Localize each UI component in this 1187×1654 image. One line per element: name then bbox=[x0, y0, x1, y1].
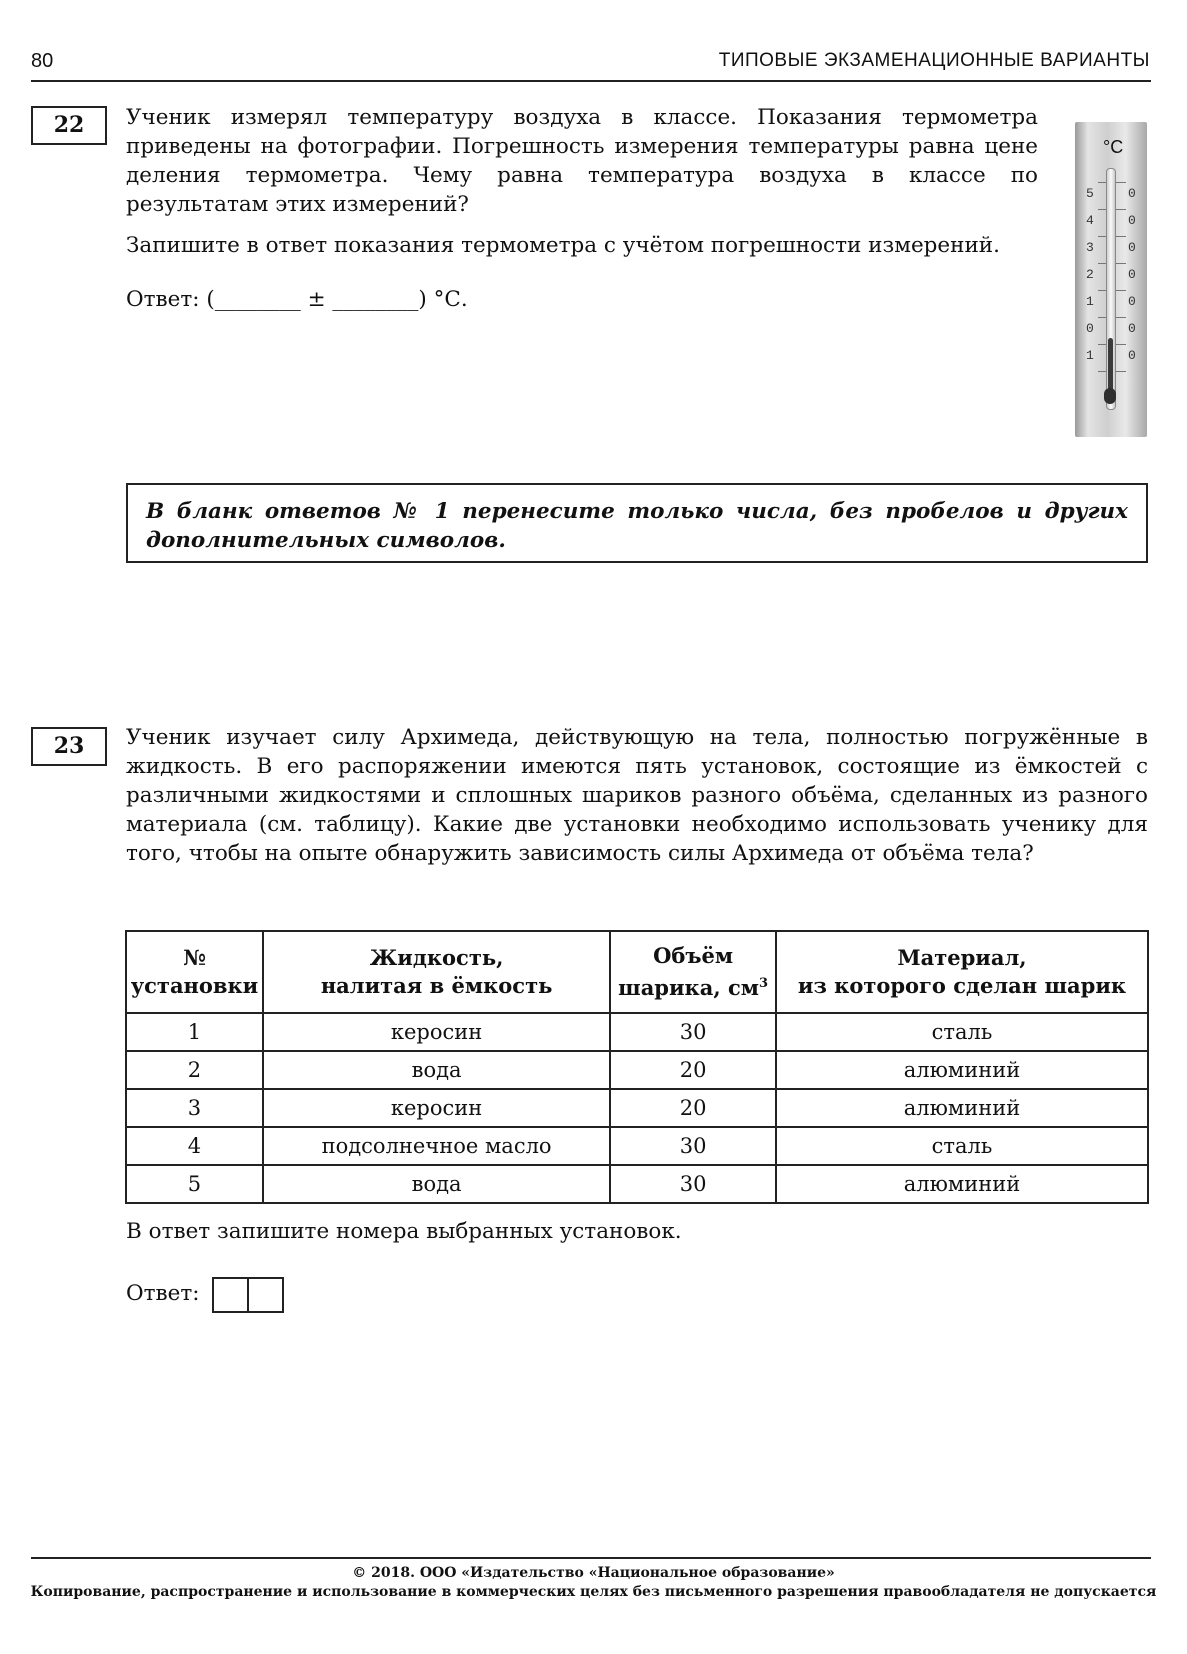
cell-setup-number: 2 bbox=[126, 1051, 263, 1089]
thermometer-right-label: 0 bbox=[1128, 186, 1136, 201]
footer-copyright: © 2018. ООО «Издательство «Национальное образование» bbox=[352, 1565, 835, 1581]
page-number: 80 bbox=[31, 50, 54, 72]
footer-rule bbox=[31, 1557, 1151, 1559]
table-row bbox=[126, 1089, 1148, 1127]
thermometer-right-label: 0 bbox=[1128, 348, 1136, 363]
table-row bbox=[126, 1165, 1148, 1203]
cell-liquid: керосин bbox=[263, 1013, 610, 1051]
header-line: Объём bbox=[653, 943, 734, 968]
thermometer-left-label: 5 bbox=[1086, 186, 1094, 201]
task23-instruction: В ответ запишите номера выбранных установок. bbox=[126, 1219, 682, 1244]
cell-material: сталь bbox=[776, 1013, 1148, 1051]
answer-cell-1[interactable] bbox=[212, 1277, 249, 1313]
setups-table bbox=[125, 930, 1149, 1204]
header-line: № bbox=[183, 945, 206, 970]
header-material bbox=[776, 931, 1148, 1013]
header-line-text: шарика, см bbox=[618, 975, 759, 1000]
thermometer-right-label: 0 bbox=[1128, 240, 1136, 255]
thermometer-right-label: 0 bbox=[1128, 213, 1136, 228]
cell-volume: 20 bbox=[610, 1051, 776, 1089]
task22-instruction: Запишите в ответ показания термометра с учётом погрешности измерений. bbox=[126, 233, 1000, 258]
thermometer-left-label: 0 bbox=[1086, 321, 1094, 336]
task-number-23: 23 bbox=[31, 727, 107, 766]
header-liquid bbox=[263, 931, 610, 1013]
table-row bbox=[126, 1051, 1148, 1089]
cell-liquid: подсолнечное масло bbox=[263, 1127, 610, 1165]
header-superscript: 3 bbox=[758, 976, 769, 991]
instruction-note-box bbox=[126, 483, 1148, 563]
cell-volume: 30 bbox=[610, 1127, 776, 1165]
answer-cell-2[interactable] bbox=[247, 1277, 284, 1313]
header-volume bbox=[610, 931, 776, 1013]
header-line: налитая в ёмкость bbox=[320, 973, 553, 998]
header-line: Жидкость, bbox=[369, 945, 504, 970]
header-line bbox=[611, 970, 775, 1002]
cell-material: алюминий bbox=[776, 1051, 1148, 1089]
cell-volume: 20 bbox=[610, 1089, 776, 1127]
cell-setup-number: 5 bbox=[126, 1165, 263, 1203]
table-header-row bbox=[126, 931, 1148, 1013]
header-setup-number bbox=[126, 931, 263, 1013]
footer-notice: Копирование, распространение и использование в коммерческих целях без письменного разрешения правообладателя не допускается bbox=[30, 1584, 1157, 1600]
task23-text: Ученик изучает силу Архимеда, действующую на тела, полностью погружённые в жидкость. В его распоряжении имеются пять установок, состоящие из ёмкостей с различными жидкостями и сплошных шариков разного объёма, сделанных из разного материала (см. таблицу). Какие две установки необходимо использовать ученику для того, чтобы на опыте обнаружить зависимость силы Архимеда от объёма тела? bbox=[126, 725, 1148, 866]
cell-liquid: вода bbox=[263, 1165, 610, 1203]
cell-setup-number: 4 bbox=[126, 1127, 263, 1165]
task22-answer-line bbox=[126, 285, 726, 314]
instruction-note-text: В бланк ответов № 1 перенесите только числа, без пробелов и других дополнительных символов. bbox=[146, 499, 1128, 553]
cell-material: алюминий bbox=[776, 1165, 1148, 1203]
thermometer-right-label: 0 bbox=[1128, 321, 1136, 336]
thermometer-left-label: 3 bbox=[1086, 240, 1094, 255]
thermometer-left-label: 4 bbox=[1086, 213, 1094, 228]
cell-material: сталь bbox=[776, 1127, 1148, 1165]
cell-liquid: вода bbox=[263, 1051, 610, 1089]
thermometer-unit: °C bbox=[1103, 137, 1124, 157]
thermometer-left-label: 2 bbox=[1086, 267, 1094, 282]
thermometer-bulb bbox=[1104, 388, 1116, 404]
running-head: ТИПОВЫЕ ЭКЗАМЕНАЦИОННЫЕ ВАРИАНТЫ bbox=[718, 50, 1150, 71]
cell-material: алюминий bbox=[776, 1089, 1148, 1127]
table-row bbox=[126, 1127, 1148, 1165]
task23-answer-label: Ответ: bbox=[126, 1281, 200, 1306]
header-line: установки bbox=[130, 973, 259, 998]
header-line: из которого сделан шарик bbox=[797, 973, 1127, 998]
cell-volume: 30 bbox=[610, 1013, 776, 1051]
header-rule bbox=[31, 80, 1151, 82]
task-number-22: 22 bbox=[31, 106, 107, 145]
task22-answer-label: Ответ: bbox=[126, 287, 200, 312]
task22-answer-template[interactable]: (________ ± ________) °С. bbox=[206, 287, 468, 312]
table-row bbox=[126, 1013, 1148, 1051]
thermometer-right-label: 0 bbox=[1128, 294, 1136, 309]
header-line: Материал, bbox=[897, 945, 1027, 970]
cell-setup-number: 1 bbox=[126, 1013, 263, 1051]
cell-volume: 30 bbox=[610, 1165, 776, 1203]
cell-setup-number: 3 bbox=[126, 1089, 263, 1127]
task22-text: Ученик измерял температуру воздуха в классе. Показания термометра приведены на фотографии. Погрешность измерения температуры равна цене деления термометра. Чему равна температура воздуха в классе по результатам этих измерений? bbox=[126, 105, 1038, 217]
thermometer-right-label: 0 bbox=[1128, 267, 1136, 282]
cell-liquid: керосин bbox=[263, 1089, 610, 1127]
thermometer-left-label: 1 bbox=[1086, 348, 1094, 363]
thermometer-left-label: 1 bbox=[1086, 294, 1094, 309]
